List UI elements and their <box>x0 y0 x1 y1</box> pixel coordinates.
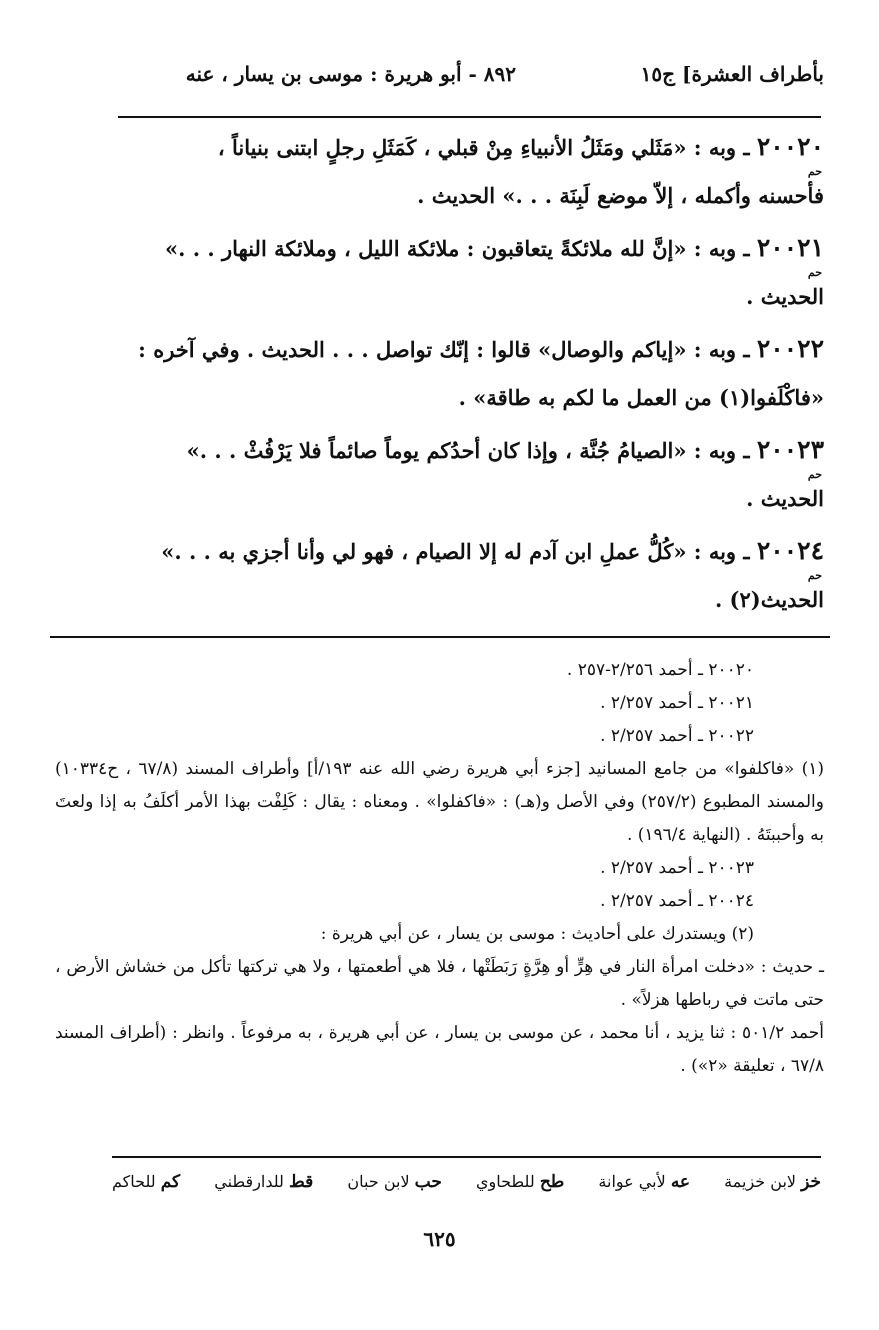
hadith-text-line2: الحديث . <box>746 486 824 511</box>
footnote-note: (١) «فاكلفوا» من جامع المسانيد [جزء أبي هريرة رضي الله عنه ١٩٣/أ] وأطراف المسند (٦٧/٨ ، ح١٠٣٣٤) والمسند المطبوع (٢٥٧/٢) وفي الأصل و(هـ) : «فاكفلوا» . ومعناه : يقال : كَلِفْت بهذا الأمر أكلَفُ به إذا ولعتَ به وأحببتَهُ . (النهاية ١٩٦/٤) . <box>55 759 824 845</box>
hadith-entry <box>112 128 824 215</box>
legend-item <box>347 1172 441 1192</box>
footnote-reference: ٢٠٠٢٤ ـ أحمد ٢/٢٥٧ . <box>600 891 754 911</box>
footnote-reference: ٢٠٠٢٠ ـ أحمد ٢/٢٥٦-٢٥٧ . <box>566 660 754 680</box>
legend-code: قط <box>289 1172 314 1192</box>
hadith-text-line1: ـ وبه : «إياكم والوصال» قالوا : إنّك تواصل . . . الحديث . وفي آخره : <box>138 337 757 362</box>
header-volume: بأطراف العشرة] ج١٥ <box>640 62 824 86</box>
hadith-number: ٢٠٠٢١ <box>756 233 824 262</box>
legend-text: للحاكم <box>112 1172 156 1191</box>
hadith-text-line2: فأحسنه وأكمله ، إلاّ موضع لَبِنَة . . .» الحديث . <box>417 183 824 208</box>
hadith-text-line1: ـ وبه : «الصيامُ جُنَّة ، وإذا كان أحدُكم يوماً صائماً فلا يَرْفُثْ . . .» <box>186 438 757 463</box>
siglum-legend <box>112 1172 821 1192</box>
legend-text: لأبي عوانة <box>598 1172 666 1191</box>
hadith-text-line2: «فاكْلَفوا(١) من العمل ما لكم به طاقة» . <box>458 385 824 410</box>
footnote-rule <box>50 636 830 638</box>
hadith-number: ٢٠٠٢٣ <box>756 435 824 464</box>
footnotes <box>55 654 824 1083</box>
header-chapter: ٨٩٢ - أبو هريرة : موسى بن يسار ، عنه <box>185 62 516 86</box>
footnote-reference: ٢٠٠٢٣ ـ أحمد ٢/٢٥٧ . <box>600 858 754 878</box>
hadith-text-line2: الحديث(٢) . <box>714 587 824 612</box>
footnote-reference: ٢٠٠٢٢ ـ أحمد ٢/٢٥٧ . <box>600 726 754 746</box>
hadith-entry <box>112 229 824 316</box>
legend-text: للدارقطني <box>214 1172 284 1191</box>
hadith-entry <box>112 532 824 619</box>
legend-code: طح <box>539 1172 565 1192</box>
footnote-note: أحمد ٥٠١/٢ : ثنا يزيد ، أنا محمد ، عن موسى بن يسار ، عن أبي هريرة ، به مرفوعاً . وانظر : (أطراف المسند ٦٧/٨ ، تعليقة «٢») . <box>55 1023 824 1076</box>
legend-item <box>112 1172 180 1192</box>
legend-code: خز <box>801 1172 821 1192</box>
legend-code: حب <box>414 1172 442 1192</box>
legend-item <box>476 1172 564 1192</box>
hadith-text-line2: الحديث . <box>746 284 824 309</box>
legend-text: للطحاوي <box>475 1172 535 1191</box>
hadith-number: ٢٠٠٢٢ <box>756 334 824 363</box>
hadith-number: ٢٠٠٢٤ <box>756 536 824 565</box>
hadith-text-line1: ـ وبه : «إنَّ لله ملائكةً يتعاقبون : ملائكة الليل ، وملائكة النهار . . .» <box>165 236 757 261</box>
legend-text: لابن حبان <box>347 1172 410 1191</box>
source-siglum: حم <box>807 468 822 481</box>
legend-item <box>214 1172 313 1192</box>
hadith-entry <box>112 330 824 417</box>
footnote-note: (٢) ويستدرك على أحاديث : موسى بن يسار ، عن أبي هريرة : <box>320 924 754 944</box>
hadith-entry <box>112 431 824 518</box>
legend-item <box>598 1172 690 1192</box>
hadith-entries <box>112 128 824 633</box>
hadith-text-line1: ـ وبه : «مَثَلي ومَثَلُ الأنبياءِ مِنْ قبلي ، كَمَثَلِ رجلٍ ابتنى بنياناً ، <box>217 135 757 160</box>
source-siglum: حم <box>807 165 822 178</box>
legend-rule <box>112 1156 821 1158</box>
source-siglum: حم <box>807 266 822 279</box>
hadith-text-line1: ـ وبه : «كُلُّ عملِ ابن آدم له إلا الصيام ، فهو لي وأنا أجزي به . . .» <box>161 539 757 564</box>
footnote-reference: ٢٠٠٢١ ـ أحمد ٢/٢٥٧ . <box>600 693 754 713</box>
legend-code: كم <box>160 1172 181 1192</box>
page-number: ٦٢٥ <box>423 1227 456 1251</box>
source-siglum: حم <box>807 569 822 582</box>
legend-code: عه <box>670 1172 691 1192</box>
header-rule <box>118 116 821 118</box>
legend-item <box>724 1172 821 1192</box>
footnote-note: ـ حديث : «دخلت امرأة النار في هِرٍّ أو هِرَّةٍ رَبَطَتْها ، فلا هي أطعمتها ، ولا هي تركتها تأكل من خشاش الأرض ، حتى ماتت في رباطها هزلاً» . <box>55 957 824 1010</box>
legend-text: لابن خزيمة <box>724 1172 797 1191</box>
source-siglum <box>112 369 822 379</box>
running-header <box>118 62 824 96</box>
hadith-number: ٢٠٠٢٠ <box>756 132 824 161</box>
